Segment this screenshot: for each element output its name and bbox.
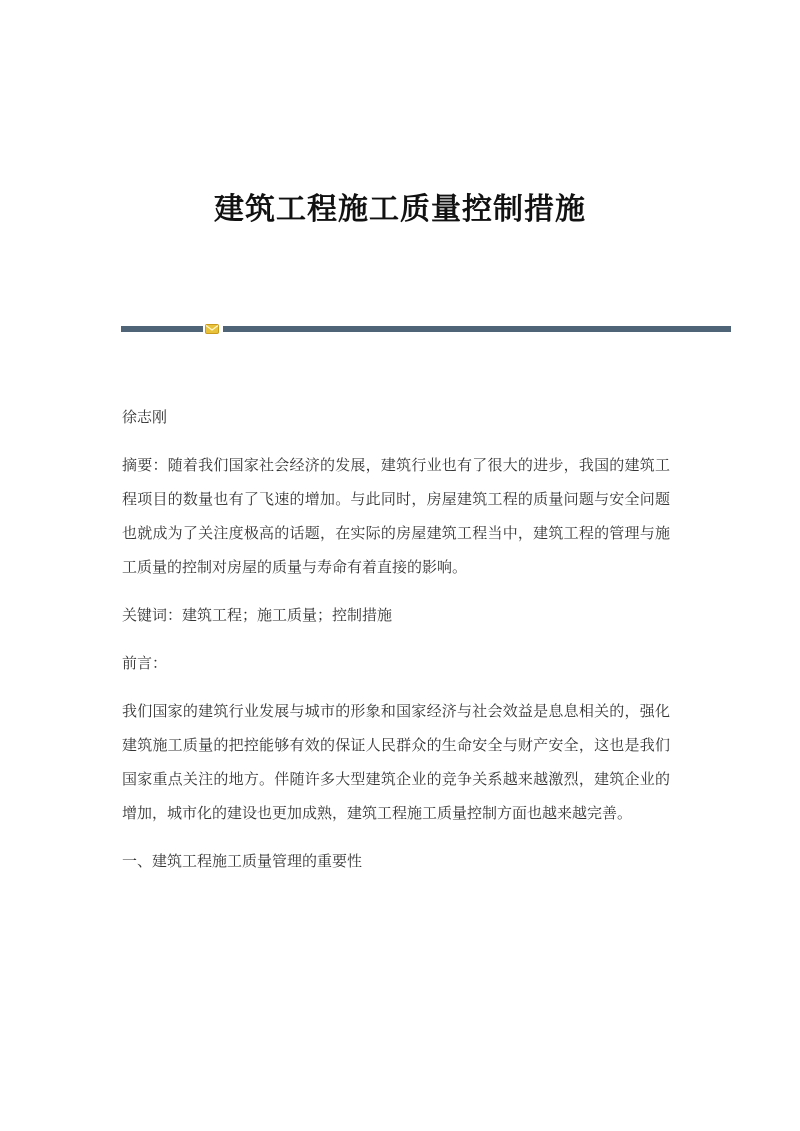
author-name: 徐志刚 bbox=[122, 408, 168, 426]
abstract-paragraph: 摘要：随着我们国家社会经济的发展，建筑行业也有了很大的进步，我国的建筑工程项目的数量也有了飞速的增加。与此同时，房屋建筑工程的质量问题与安全问题也就成为了关注度极高的话题，在实际的房屋建筑工程当中，建筑工程的管理与施工质量的控制对房屋的质量与寿命有着直接的影响。 bbox=[122, 456, 670, 576]
preface-paragraph: 我们国家的建筑行业发展与城市的形象和国家经济与社会效益是息息相关的，强化建筑施工质量的把控能够有效的保证人民群众的生命安全与财产安全，这也是我们国家重点关注的地方。伴随许多大型建筑企业的竞争关系越来越激烈，建筑企业的增加，城市化的建设也更加成熟，建筑工程施工质量控制方面也越来越完善。 bbox=[122, 702, 670, 822]
preface-heading: 前言： bbox=[122, 654, 168, 672]
title-divider-left bbox=[121, 326, 203, 332]
document-body bbox=[122, 400, 670, 892]
title-divider-right bbox=[223, 326, 731, 332]
section-heading-1: 一、建筑工程施工质量管理的重要性 bbox=[122, 852, 363, 870]
keywords-line: 关键词：建筑工程；施工质量；控制措施 bbox=[122, 606, 393, 624]
envelope-icon bbox=[205, 324, 219, 334]
page-title: 建筑工程施工质量控制措施 bbox=[214, 192, 586, 227]
